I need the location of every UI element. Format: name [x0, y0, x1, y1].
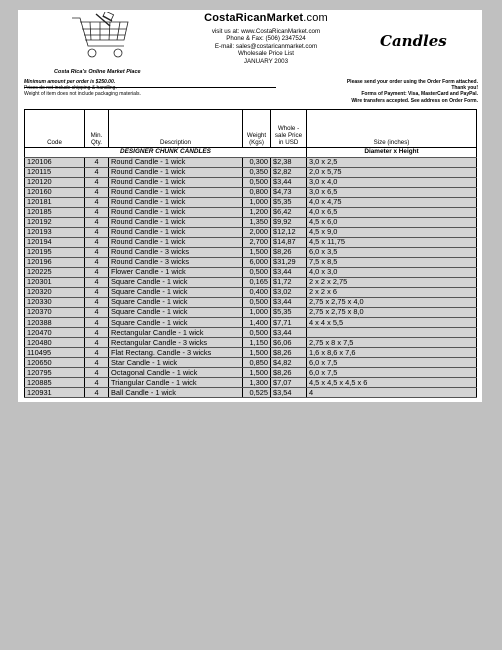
table-row [25, 158, 477, 168]
company-name [166, 12, 366, 24]
cell-size: 3,0 x 4,0 [307, 178, 477, 188]
cell-price: $6,42 [271, 208, 307, 218]
cell-price: $12,12 [271, 228, 307, 238]
cell-weight: 1,400 [243, 318, 271, 328]
cell-description: Round Candle - 3 wicks [109, 258, 243, 268]
cell-description: Triangular Candle - 1 wick [109, 378, 243, 388]
cell-description: Octagonal Candle - 1 wick [109, 368, 243, 378]
contact-email: E-mail: sales@costaricanmarket.com [214, 42, 318, 50]
cell-size: 6,0 x 7,5 [307, 368, 477, 378]
cell-size: 4,5 x 11,75 [307, 238, 477, 248]
table-row [25, 308, 477, 318]
cell-min-qty: 4 [85, 348, 109, 358]
cell-weight: 0,165 [243, 278, 271, 288]
payment-notes [280, 79, 478, 104]
table-row [25, 268, 477, 278]
cell-description: Square Candle - 1 wick [109, 318, 243, 328]
cell-code: 120301 [25, 278, 85, 288]
table-header-row [25, 110, 477, 148]
cell-min-qty: 4 [85, 358, 109, 368]
cell-min-qty: 4 [85, 318, 109, 328]
col-header-qty: Min. Qty. [85, 110, 109, 148]
cell-min-qty: 4 [85, 328, 109, 338]
cell-description: Rectangular Candle - 3 wicks [109, 338, 243, 348]
cell-min-qty: 4 [85, 258, 109, 268]
cell-price: $3,44 [271, 328, 307, 338]
cell-price: $5,35 [271, 308, 307, 318]
table-row [25, 388, 477, 398]
cell-description: Round Candle - 1 wick [109, 198, 243, 208]
table-row [25, 348, 477, 358]
cell-description: Square Candle - 1 wick [109, 278, 243, 288]
cell-description: Round Candle - 1 wick [109, 208, 243, 218]
cell-code: 120650 [25, 358, 85, 368]
table-row [25, 318, 477, 328]
cell-price: $3,54 [271, 388, 307, 398]
cell-min-qty: 4 [85, 198, 109, 208]
cell-description: Ball Candle - 1 wick [109, 388, 243, 398]
cell-size: 4,5 x 9,0 [307, 228, 477, 238]
price-list-page [18, 10, 482, 402]
cell-size: 2,75 x 2,75 x 4,0 [307, 298, 477, 308]
list-date: JANUARY 2003 [243, 57, 289, 65]
cell-code: 120192 [25, 218, 85, 228]
cell-min-qty: 4 [85, 288, 109, 298]
cell-code: 120120 [25, 178, 85, 188]
cell-size: 2,0 x 5,75 [307, 168, 477, 178]
cell-size: 6,0 x 3,5 [307, 248, 477, 258]
cell-price: $3,44 [271, 178, 307, 188]
note-minimum: Minimum amount per order is $250.00. [24, 79, 116, 85]
order-notes [24, 79, 274, 97]
category-title: Candles [380, 32, 447, 50]
cell-weight: 0,400 [243, 288, 271, 298]
cell-code: 120196 [25, 258, 85, 268]
cell-price: $4,73 [271, 188, 307, 198]
cell-description: Square Candle - 1 wick [109, 298, 243, 308]
cell-price: $8,26 [271, 368, 307, 378]
cell-size: 2 x 2 x 2,75 [307, 278, 477, 288]
cell-size: 3,0 x 6,5 [307, 188, 477, 198]
cell-code: 120160 [25, 188, 85, 198]
cell-weight: 0,500 [243, 178, 271, 188]
cell-price: $3,02 [271, 288, 307, 298]
cell-code: 120115 [25, 168, 85, 178]
cell-size: 4,0 x 3,0 [307, 268, 477, 278]
cell-code: 120388 [25, 318, 85, 328]
col-header-code: Code [25, 110, 85, 148]
cell-size: 4 x 4 x 5,5 [307, 318, 477, 328]
table-row [25, 178, 477, 188]
cell-description: Round Candle - 1 wick [109, 188, 243, 198]
cell-min-qty: 4 [85, 228, 109, 238]
cell-code: 120193 [25, 228, 85, 238]
contact-phone: Phone & Fax: (506) 2347524 [226, 35, 306, 43]
table-row [25, 168, 477, 178]
cell-description: Round Candle - 1 wick [109, 218, 243, 228]
header [18, 10, 482, 78]
price-table [24, 109, 477, 398]
cell-weight: 0,500 [243, 298, 271, 308]
table-row [25, 338, 477, 348]
cell-weight: 1,000 [243, 198, 271, 208]
contact-block [166, 28, 366, 65]
cell-code: 120795 [25, 368, 85, 378]
cell-description: Star Candle - 1 wick [109, 358, 243, 368]
cell-min-qty: 4 [85, 168, 109, 178]
note-shipping: Prices do not include shipping & handling. [24, 85, 117, 91]
cell-price: $2,82 [271, 168, 307, 178]
cell-price: $4,82 [271, 358, 307, 368]
cell-weight: 2,000 [243, 228, 271, 238]
col-header-price: Whole - sale Price in USD [271, 110, 307, 148]
cell-min-qty: 4 [85, 178, 109, 188]
cell-min-qty: 4 [85, 208, 109, 218]
list-title: Wholesale Price List [237, 50, 295, 58]
cell-price: $6,06 [271, 338, 307, 348]
cell-description: Round Candle - 1 wick [109, 168, 243, 178]
cell-code: 120106 [25, 158, 85, 168]
cell-min-qty: 4 [85, 278, 109, 288]
cell-code: 120320 [25, 288, 85, 298]
cell-min-qty: 4 [85, 248, 109, 258]
cell-weight: 1,500 [243, 248, 271, 258]
cell-code: 120194 [25, 238, 85, 248]
cell-price: $8,26 [271, 348, 307, 358]
cell-description: Square Candle - 1 wick [109, 308, 243, 318]
table-row [25, 288, 477, 298]
cell-size [307, 328, 477, 338]
cell-weight: 1,350 [243, 218, 271, 228]
cell-code: 120195 [25, 248, 85, 258]
cell-size: 4,5 x 6,0 [307, 218, 477, 228]
contact-website: visit us at: www.CostaRicanMarket.com [211, 28, 321, 35]
cell-price: $3,44 [271, 268, 307, 278]
table-row [25, 238, 477, 248]
cell-size: 6,0 x 7,5 [307, 358, 477, 368]
cell-code: 120931 [25, 388, 85, 398]
table-row [25, 298, 477, 308]
col-header-description: Description [109, 110, 243, 148]
cell-description: Square Candle - 1 wick [109, 288, 243, 298]
cell-min-qty: 4 [85, 388, 109, 398]
tagline: Costa Rica's Online Market Place [54, 69, 141, 75]
cell-size: 7,5 x 8,5 [307, 258, 477, 268]
company-domain: .com [303, 12, 328, 24]
cell-weight: 1,500 [243, 368, 271, 378]
cell-size: 4,0 x 4,75 [307, 198, 477, 208]
cell-weight: 0,500 [243, 328, 271, 338]
section-row [25, 148, 477, 158]
cell-min-qty: 4 [85, 268, 109, 278]
cell-description: Flat Rectang. Candle - 3 wicks [109, 348, 243, 358]
cell-code: 120370 [25, 308, 85, 318]
cell-code: 120225 [25, 268, 85, 278]
cell-price: $9,92 [271, 218, 307, 228]
cell-weight: 1,300 [243, 378, 271, 388]
cell-size: 2,75 x 2,75 x 8,0 [307, 308, 477, 318]
cell-min-qty: 4 [85, 238, 109, 248]
cell-weight: 0,500 [243, 268, 271, 278]
cell-price: $8,26 [271, 248, 307, 258]
shopping-cart-icon [66, 12, 136, 64]
col-header-size: Size (inches) [307, 110, 477, 148]
cell-code: 110495 [25, 348, 85, 358]
cell-weight: 1,500 [243, 348, 271, 358]
cell-description: Round Candle - 1 wick [109, 228, 243, 238]
note-payment: Forms of Payment: Visa, MasterCard and PayPal. [361, 91, 478, 98]
cell-description: Round Candle - 1 wick [109, 238, 243, 248]
cell-min-qty: 4 [85, 218, 109, 228]
cell-weight: 1,000 [243, 308, 271, 318]
cell-price: $2,38 [271, 158, 307, 168]
note-thanks: Thank you! [451, 85, 478, 92]
cell-min-qty: 4 [85, 158, 109, 168]
cell-size: 3,0 x 2,5 [307, 158, 477, 168]
cell-min-qty: 4 [85, 188, 109, 198]
cell-price: $14,87 [271, 238, 307, 248]
cell-code: 120470 [25, 328, 85, 338]
table-row [25, 248, 477, 258]
cell-size: 4,0 x 6,5 [307, 208, 477, 218]
cell-code: 120885 [25, 378, 85, 388]
divider [24, 87, 276, 88]
cell-price: $3,44 [271, 298, 307, 308]
cell-min-qty: 4 [85, 378, 109, 388]
cell-code: 120330 [25, 298, 85, 308]
company-brand: CostaRicanMarket [204, 12, 304, 24]
table-row [25, 278, 477, 288]
cell-weight: 2,700 [243, 238, 271, 248]
cell-code: 120181 [25, 198, 85, 208]
cell-min-qty: 4 [85, 308, 109, 318]
note-order-form: Please send your order using the Order Form attached. [346, 79, 478, 85]
cell-weight: 1,200 [243, 208, 271, 218]
cell-description: Flower Candle - 1 wick [109, 268, 243, 278]
cell-code: 120185 [25, 208, 85, 218]
cell-code: 120480 [25, 338, 85, 348]
cell-description: Round Candle - 3 wicks [109, 248, 243, 258]
col-header-weight: Weight (Kgs) [243, 110, 271, 148]
cell-size: 4 [307, 388, 477, 398]
cell-weight: 1,150 [243, 338, 271, 348]
note-weight: Weight of item does not include packaging materials. [24, 91, 141, 97]
cell-price: $7,07 [271, 378, 307, 388]
cell-size: 4,5 x 4,5 x 4,5 x 6 [307, 378, 477, 388]
cell-price: $7,71 [271, 318, 307, 328]
cell-weight: 0,525 [243, 388, 271, 398]
table-row [25, 218, 477, 228]
cell-size: 1,6 x 8,6 x 7,6 [307, 348, 477, 358]
cell-weight: 0,800 [243, 188, 271, 198]
cell-description: Round Candle - 1 wick [109, 158, 243, 168]
table-row [25, 368, 477, 378]
cell-weight: 0,850 [243, 358, 271, 368]
cell-size: 2 x 2 x 6 [307, 288, 477, 298]
note-wire: Wire transfers accepted. See address on Order Form. [351, 97, 478, 104]
table-row [25, 258, 477, 268]
table-row [25, 378, 477, 388]
cell-min-qty: 4 [85, 298, 109, 308]
section-title: DESIGNER CHUNK CANDLES [25, 148, 307, 158]
cell-size: 2,75 x 8 x 7,5 [307, 338, 477, 348]
table-row [25, 358, 477, 368]
table-row [25, 328, 477, 338]
cell-min-qty: 4 [85, 338, 109, 348]
cell-price: $5,35 [271, 198, 307, 208]
table-row [25, 198, 477, 208]
cell-description: Rectangular Candle - 1 wick [109, 328, 243, 338]
table-row [25, 208, 477, 218]
table-row [25, 188, 477, 198]
cell-price: $31,29 [271, 258, 307, 268]
cell-weight: 6,000 [243, 258, 271, 268]
section-size-heading: Diameter x Height [307, 148, 477, 158]
cell-price: $1,72 [271, 278, 307, 288]
cell-description: Round Candle - 1 wick [109, 178, 243, 188]
cell-min-qty: 4 [85, 368, 109, 378]
cell-weight: 0,350 [243, 168, 271, 178]
cell-weight: 0,300 [243, 158, 271, 168]
table-row [25, 228, 477, 238]
